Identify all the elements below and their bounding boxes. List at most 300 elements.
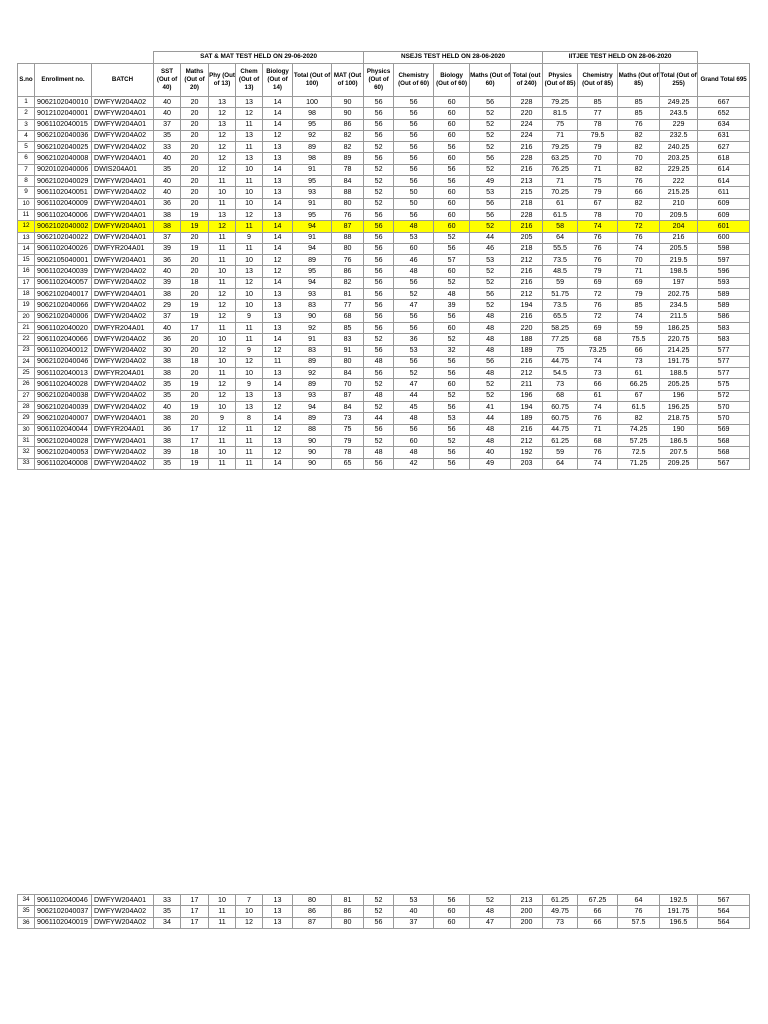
table-cell: DWFYW204A02 [92, 379, 154, 390]
table-cell: 57.25 [618, 435, 660, 446]
table-cell: 90 [293, 435, 332, 446]
table-row [18, 142, 750, 153]
results-table [17, 894, 750, 929]
table-cell: 11 [209, 458, 236, 469]
table-cell: 48 [434, 289, 470, 300]
table-cell: 76.25 [543, 164, 578, 175]
table-cell: 47 [394, 379, 434, 390]
table-cell: DWFYW204A02 [92, 447, 154, 458]
table-cell: 9062102040046 [35, 356, 92, 367]
table-cell: 12 [209, 142, 236, 153]
table-cell: 88 [332, 232, 364, 243]
table-cell: 19 [181, 311, 209, 322]
table-cell: 61.25 [543, 435, 578, 446]
table-cell: 72 [578, 311, 618, 322]
table-cell: 83 [332, 334, 364, 345]
table-cell: 9 [209, 413, 236, 424]
table-cell: 222 [660, 176, 698, 187]
table-row [18, 277, 750, 288]
table-cell: 17 [181, 424, 209, 435]
table-cell: 9062102040029 [35, 176, 92, 187]
table-cell: 10 [209, 266, 236, 277]
table-cell: 52 [470, 164, 511, 175]
table-cell: 53 [394, 345, 434, 356]
table-cell: DWFYW204A02 [92, 300, 154, 311]
table-cell: 609 [698, 198, 750, 209]
table-cell: 56 [364, 458, 394, 469]
table-cell: 11 [236, 221, 263, 232]
table-cell: 12 [18, 221, 35, 232]
table-cell: 8 [236, 413, 263, 424]
table-cell: 40 [154, 322, 181, 333]
table-cell: 13 [263, 435, 293, 446]
table-cell: 568 [698, 435, 750, 446]
table-cell: 52 [364, 142, 394, 153]
table-cell: 38 [154, 435, 181, 446]
table-cell: 78 [578, 209, 618, 220]
table-cell: 32 [434, 345, 470, 356]
table-cell: DWFYW204A01 [92, 255, 154, 266]
table-cell: 52 [470, 300, 511, 311]
table-cell: 11 [209, 322, 236, 333]
table-cell: 94 [293, 402, 332, 413]
table-cell: 39 [154, 277, 181, 288]
table-cell: 52 [434, 435, 470, 446]
table-cell: 74 [578, 356, 618, 367]
table-cell: 56 [434, 176, 470, 187]
table-cell: 66 [578, 917, 618, 928]
table-cell: 570 [698, 402, 750, 413]
table-cell: 52 [470, 142, 511, 153]
table-cell: 46 [470, 243, 511, 254]
table-cell: 18 [181, 447, 209, 458]
table-cell: 13 [236, 130, 263, 141]
table-cell: 60 [394, 243, 434, 254]
table-cell: 47 [470, 917, 511, 928]
table-cell: 61 [618, 368, 660, 379]
table-body [18, 895, 750, 929]
table-cell: 30 [154, 345, 181, 356]
table-cell: 36 [154, 424, 181, 435]
table-row [18, 221, 750, 232]
table-cell: 20 [181, 153, 209, 164]
table-cell: 66.25 [618, 379, 660, 390]
table-cell: 40 [154, 187, 181, 198]
table-row [18, 300, 750, 311]
table-cell: 53 [394, 232, 434, 243]
results-table-1 [17, 51, 749, 470]
table-cell: 60 [434, 917, 470, 928]
table-cell: 94 [293, 221, 332, 232]
table-cell: 196 [660, 390, 698, 401]
table-cell: 78 [332, 164, 364, 175]
table-cell: 10 [236, 187, 263, 198]
table-cell: 52 [364, 895, 394, 906]
table-cell: 192.5 [660, 895, 698, 906]
table-cell: 23 [18, 345, 35, 356]
table-cell: 191.75 [660, 906, 698, 917]
table-cell: 188 [511, 334, 543, 345]
table-cell: 56 [394, 176, 434, 187]
table-cell: 19 [181, 458, 209, 469]
table-cell: 189 [511, 345, 543, 356]
table-cell: 56 [394, 424, 434, 435]
column-header-row [18, 64, 750, 97]
table-cell: 75 [543, 345, 578, 356]
table-cell: 66 [618, 345, 660, 356]
table-row [18, 424, 750, 435]
table-cell: 11 [236, 424, 263, 435]
table-cell: 85 [618, 108, 660, 119]
table-cell: 73.5 [543, 255, 578, 266]
table-cell: 34 [154, 917, 181, 928]
table-cell: 600 [698, 232, 750, 243]
table-cell: 86 [332, 119, 364, 130]
table-cell: DWFYW204A02 [92, 458, 154, 469]
table-cell: 17 [18, 277, 35, 288]
table-cell: 60 [434, 266, 470, 277]
table-cell: 90 [332, 108, 364, 119]
table-cell: 611 [698, 187, 750, 198]
table-cell: 77 [578, 108, 618, 119]
table-cell: 13 [263, 289, 293, 300]
nsejs-group-header: NSEJS TEST HELD ON 28-06-2020 [364, 52, 543, 64]
table-cell: 12 [263, 130, 293, 141]
table-cell: 13 [263, 390, 293, 401]
table-cell: DWFYW204A01 [92, 232, 154, 243]
table-cell: 14 [263, 243, 293, 254]
table-cell: 9061102040051 [35, 187, 92, 198]
table-cell: 93 [293, 390, 332, 401]
table-row [18, 435, 750, 446]
table-cell: 3 [18, 119, 35, 130]
table-cell: 82 [618, 164, 660, 175]
table-cell: 9 [18, 187, 35, 198]
column-header: SST (Out of 40) [154, 64, 181, 97]
table-cell: 20 [181, 232, 209, 243]
table-cell: 82 [618, 413, 660, 424]
table-cell: 11 [236, 435, 263, 446]
table-cell: 65 [332, 458, 364, 469]
table-cell: 52 [394, 289, 434, 300]
table-cell: 60 [434, 379, 470, 390]
table-cell: 11 [236, 142, 263, 153]
table-cell: DWFYW204A02 [92, 277, 154, 288]
table-cell: 73 [618, 356, 660, 367]
table-cell: 70 [618, 255, 660, 266]
column-header: S.no [18, 64, 35, 97]
table-cell: 202.75 [660, 289, 698, 300]
table-cell: DWFYW204A01 [92, 153, 154, 164]
table-cell: 76 [618, 906, 660, 917]
table-cell: 209.25 [660, 458, 698, 469]
table-cell: 20 [181, 334, 209, 345]
table-cell: 28 [18, 402, 35, 413]
table-cell: 564 [698, 917, 750, 928]
table-cell: 7 [236, 895, 263, 906]
table-cell: 13 [263, 176, 293, 187]
table-cell: 56 [364, 345, 394, 356]
table-cell: 196.25 [660, 402, 698, 413]
table-cell: 24 [18, 356, 35, 367]
table-cell: 35 [18, 906, 35, 917]
table-cell: 52 [364, 435, 394, 446]
table-cell: 56 [364, 266, 394, 277]
table-cell: 11 [209, 917, 236, 928]
table-cell: 52 [470, 266, 511, 277]
table-cell: 7 [18, 164, 35, 175]
table-cell: 52 [364, 402, 394, 413]
table-cell: 56 [434, 243, 470, 254]
table-cell: 60 [434, 108, 470, 119]
table-cell: 196.5 [660, 917, 698, 928]
table-cell: 38 [154, 356, 181, 367]
table-cell: 57.5 [618, 917, 660, 928]
table-cell: 33 [154, 895, 181, 906]
table-cell: 54.5 [543, 368, 578, 379]
table-cell: 71 [543, 176, 578, 187]
table-cell: 20 [181, 255, 209, 266]
column-header: Maths (Out of 20) [181, 64, 209, 97]
table-cell: 66 [578, 906, 618, 917]
table-cell: 82 [618, 198, 660, 209]
table-cell: 17 [181, 906, 209, 917]
table-cell: 194 [511, 402, 543, 413]
table-cell: 9061102040046 [35, 895, 92, 906]
table-cell: 77 [332, 300, 364, 311]
column-header: Phy (Out of 13) [209, 64, 236, 97]
table-cell: 9062102040037 [35, 906, 92, 917]
table-cell: 56 [434, 458, 470, 469]
table-cell: 9061102040012 [35, 345, 92, 356]
table-cell: 55.5 [543, 243, 578, 254]
table-cell: 207.5 [660, 447, 698, 458]
table-row [18, 130, 750, 141]
table-cell: 61 [578, 390, 618, 401]
table-cell: 12 [209, 108, 236, 119]
table-cell: 56 [394, 119, 434, 130]
table-cell: 59 [543, 447, 578, 458]
table-cell: 91 [293, 164, 332, 175]
table-cell: 38 [154, 209, 181, 220]
table-cell: 228 [511, 153, 543, 164]
table-cell: 33 [154, 142, 181, 153]
table-cell: 52 [434, 390, 470, 401]
table-cell: 35 [154, 164, 181, 175]
table-cell: 190 [660, 424, 698, 435]
table-cell: 79 [618, 289, 660, 300]
table-cell: 20 [181, 266, 209, 277]
table-cell: 79 [578, 142, 618, 153]
table-cell: 44 [470, 232, 511, 243]
table-cell: 89 [332, 153, 364, 164]
table-cell: 98 [293, 153, 332, 164]
table-cell: 10 [209, 356, 236, 367]
table-cell: 570 [698, 413, 750, 424]
table-cell: 40 [154, 266, 181, 277]
table-row [18, 390, 750, 401]
table-cell: 56 [470, 198, 511, 209]
table-cell: 12 [236, 209, 263, 220]
table-cell: 69 [618, 277, 660, 288]
table-cell: DWFYR204A01 [92, 424, 154, 435]
table-cell: 76 [578, 232, 618, 243]
table-cell: 94 [293, 277, 332, 288]
table-cell: 577 [698, 368, 750, 379]
table-cell: 69 [578, 322, 618, 333]
table-cell: 189 [511, 413, 543, 424]
table-cell: 10 [209, 895, 236, 906]
table-cell: 59 [543, 277, 578, 288]
table-cell: 68 [578, 435, 618, 446]
table-cell: 11 [209, 277, 236, 288]
table-cell: 90 [293, 458, 332, 469]
table-cell: 11 [209, 198, 236, 209]
table-cell: 12 [263, 266, 293, 277]
table-row [18, 311, 750, 322]
table-cell: 61.5 [543, 209, 578, 220]
table-cell: 232.5 [660, 130, 698, 141]
table-cell: 44 [364, 413, 394, 424]
table-cell: 56 [434, 447, 470, 458]
table-cell: 35 [154, 390, 181, 401]
table-cell: 48 [470, 311, 511, 322]
table-cell: 9020102040006 [35, 164, 92, 175]
table-cell: 572 [698, 390, 750, 401]
table-cell: 81 [332, 895, 364, 906]
table-cell: 197 [660, 277, 698, 288]
table-cell: 19 [18, 300, 35, 311]
table-cell: 80 [332, 917, 364, 928]
table-cell: 39 [154, 243, 181, 254]
table-cell: 74 [618, 311, 660, 322]
table-cell: 11 [236, 119, 263, 130]
table-cell: 11 [18, 209, 35, 220]
table-cell: 48 [364, 390, 394, 401]
table-cell: 29 [18, 413, 35, 424]
table-cell: 218.75 [660, 413, 698, 424]
table-cell: 56 [364, 232, 394, 243]
table-cell: 79.5 [578, 130, 618, 141]
table-cell: 60 [434, 97, 470, 108]
table-cell: 81 [332, 289, 364, 300]
table-cell: 19 [181, 221, 209, 232]
table-cell: 213 [511, 895, 543, 906]
table-cell: 60.75 [543, 413, 578, 424]
table-cell: 35 [154, 458, 181, 469]
table-cell: 196 [511, 390, 543, 401]
table-cell: 60.75 [543, 402, 578, 413]
table-cell: 212 [511, 435, 543, 446]
table-cell: 216 [511, 356, 543, 367]
table-cell: 36 [394, 334, 434, 345]
table-cell: 87 [293, 917, 332, 928]
table-cell: 1 [18, 97, 35, 108]
table-cell: 36 [154, 198, 181, 209]
table-cell: 10 [236, 164, 263, 175]
table-cell: 20 [181, 119, 209, 130]
column-header: BATCH [92, 64, 154, 97]
table-cell: 216 [511, 277, 543, 288]
table-cell: DWFYW204A01 [92, 221, 154, 232]
table-cell: 31 [18, 435, 35, 446]
table-cell: 13 [263, 917, 293, 928]
table-cell: 48 [364, 447, 394, 458]
table-cell: 567 [698, 458, 750, 469]
table-cell: 631 [698, 130, 750, 141]
table-cell: DWFYW204A01 [92, 289, 154, 300]
table-cell: 220 [511, 322, 543, 333]
table-cell: 70 [618, 209, 660, 220]
table-cell: 11 [209, 368, 236, 379]
table-cell: 56 [434, 424, 470, 435]
table-cell: 63.25 [543, 153, 578, 164]
table-cell: 74 [618, 243, 660, 254]
table-row [18, 356, 750, 367]
group-header-row [18, 52, 750, 64]
column-header: Physics (Out of 60) [364, 64, 394, 97]
table-cell: 18 [181, 277, 209, 288]
table-cell: 205 [511, 232, 543, 243]
table-cell: 20 [181, 97, 209, 108]
table-cell: 80 [332, 243, 364, 254]
table-cell: 93 [293, 187, 332, 198]
table-cell: 56 [394, 130, 434, 141]
table-cell: 82 [332, 142, 364, 153]
table-cell: 19 [181, 402, 209, 413]
table-cell: 19 [181, 209, 209, 220]
table-cell: 56 [470, 356, 511, 367]
table-cell: 44 [470, 413, 511, 424]
table-body [18, 97, 750, 470]
table-cell: 652 [698, 108, 750, 119]
table-cell: 188.5 [660, 368, 698, 379]
table-cell: 60 [434, 119, 470, 130]
table-cell: 52 [470, 895, 511, 906]
column-header: Maths (Out of 60) [470, 64, 511, 97]
column-header: Total (Out of 100) [293, 64, 332, 97]
table-cell: 10 [18, 198, 35, 209]
table-cell: 56 [394, 311, 434, 322]
table-cell: 39 [434, 300, 470, 311]
table-cell: 76 [578, 413, 618, 424]
table-cell: 38 [154, 413, 181, 424]
table-cell: 79.25 [543, 142, 578, 153]
table-cell: 9062102040039 [35, 402, 92, 413]
table-cell: 32 [18, 447, 35, 458]
table-cell: 52 [394, 368, 434, 379]
table-cell: 48 [470, 435, 511, 446]
table-cell: 47 [394, 300, 434, 311]
table-cell: 40 [154, 108, 181, 119]
table-cell: 70 [332, 379, 364, 390]
table-row [18, 402, 750, 413]
table-cell: 73.25 [578, 345, 618, 356]
table-cell: 13 [263, 895, 293, 906]
table-cell: 90 [293, 311, 332, 322]
table-cell: 95 [293, 119, 332, 130]
table-cell: 60 [434, 221, 470, 232]
table-cell: DWFYW204A01 [92, 108, 154, 119]
table-cell: 53 [394, 895, 434, 906]
table-cell: 9061102040020 [35, 322, 92, 333]
results-table-2 [17, 894, 749, 929]
table-cell: 40 [154, 97, 181, 108]
table-cell: 203 [511, 458, 543, 469]
table-row [18, 413, 750, 424]
table-cell: 11 [236, 447, 263, 458]
table-cell: 89 [293, 379, 332, 390]
